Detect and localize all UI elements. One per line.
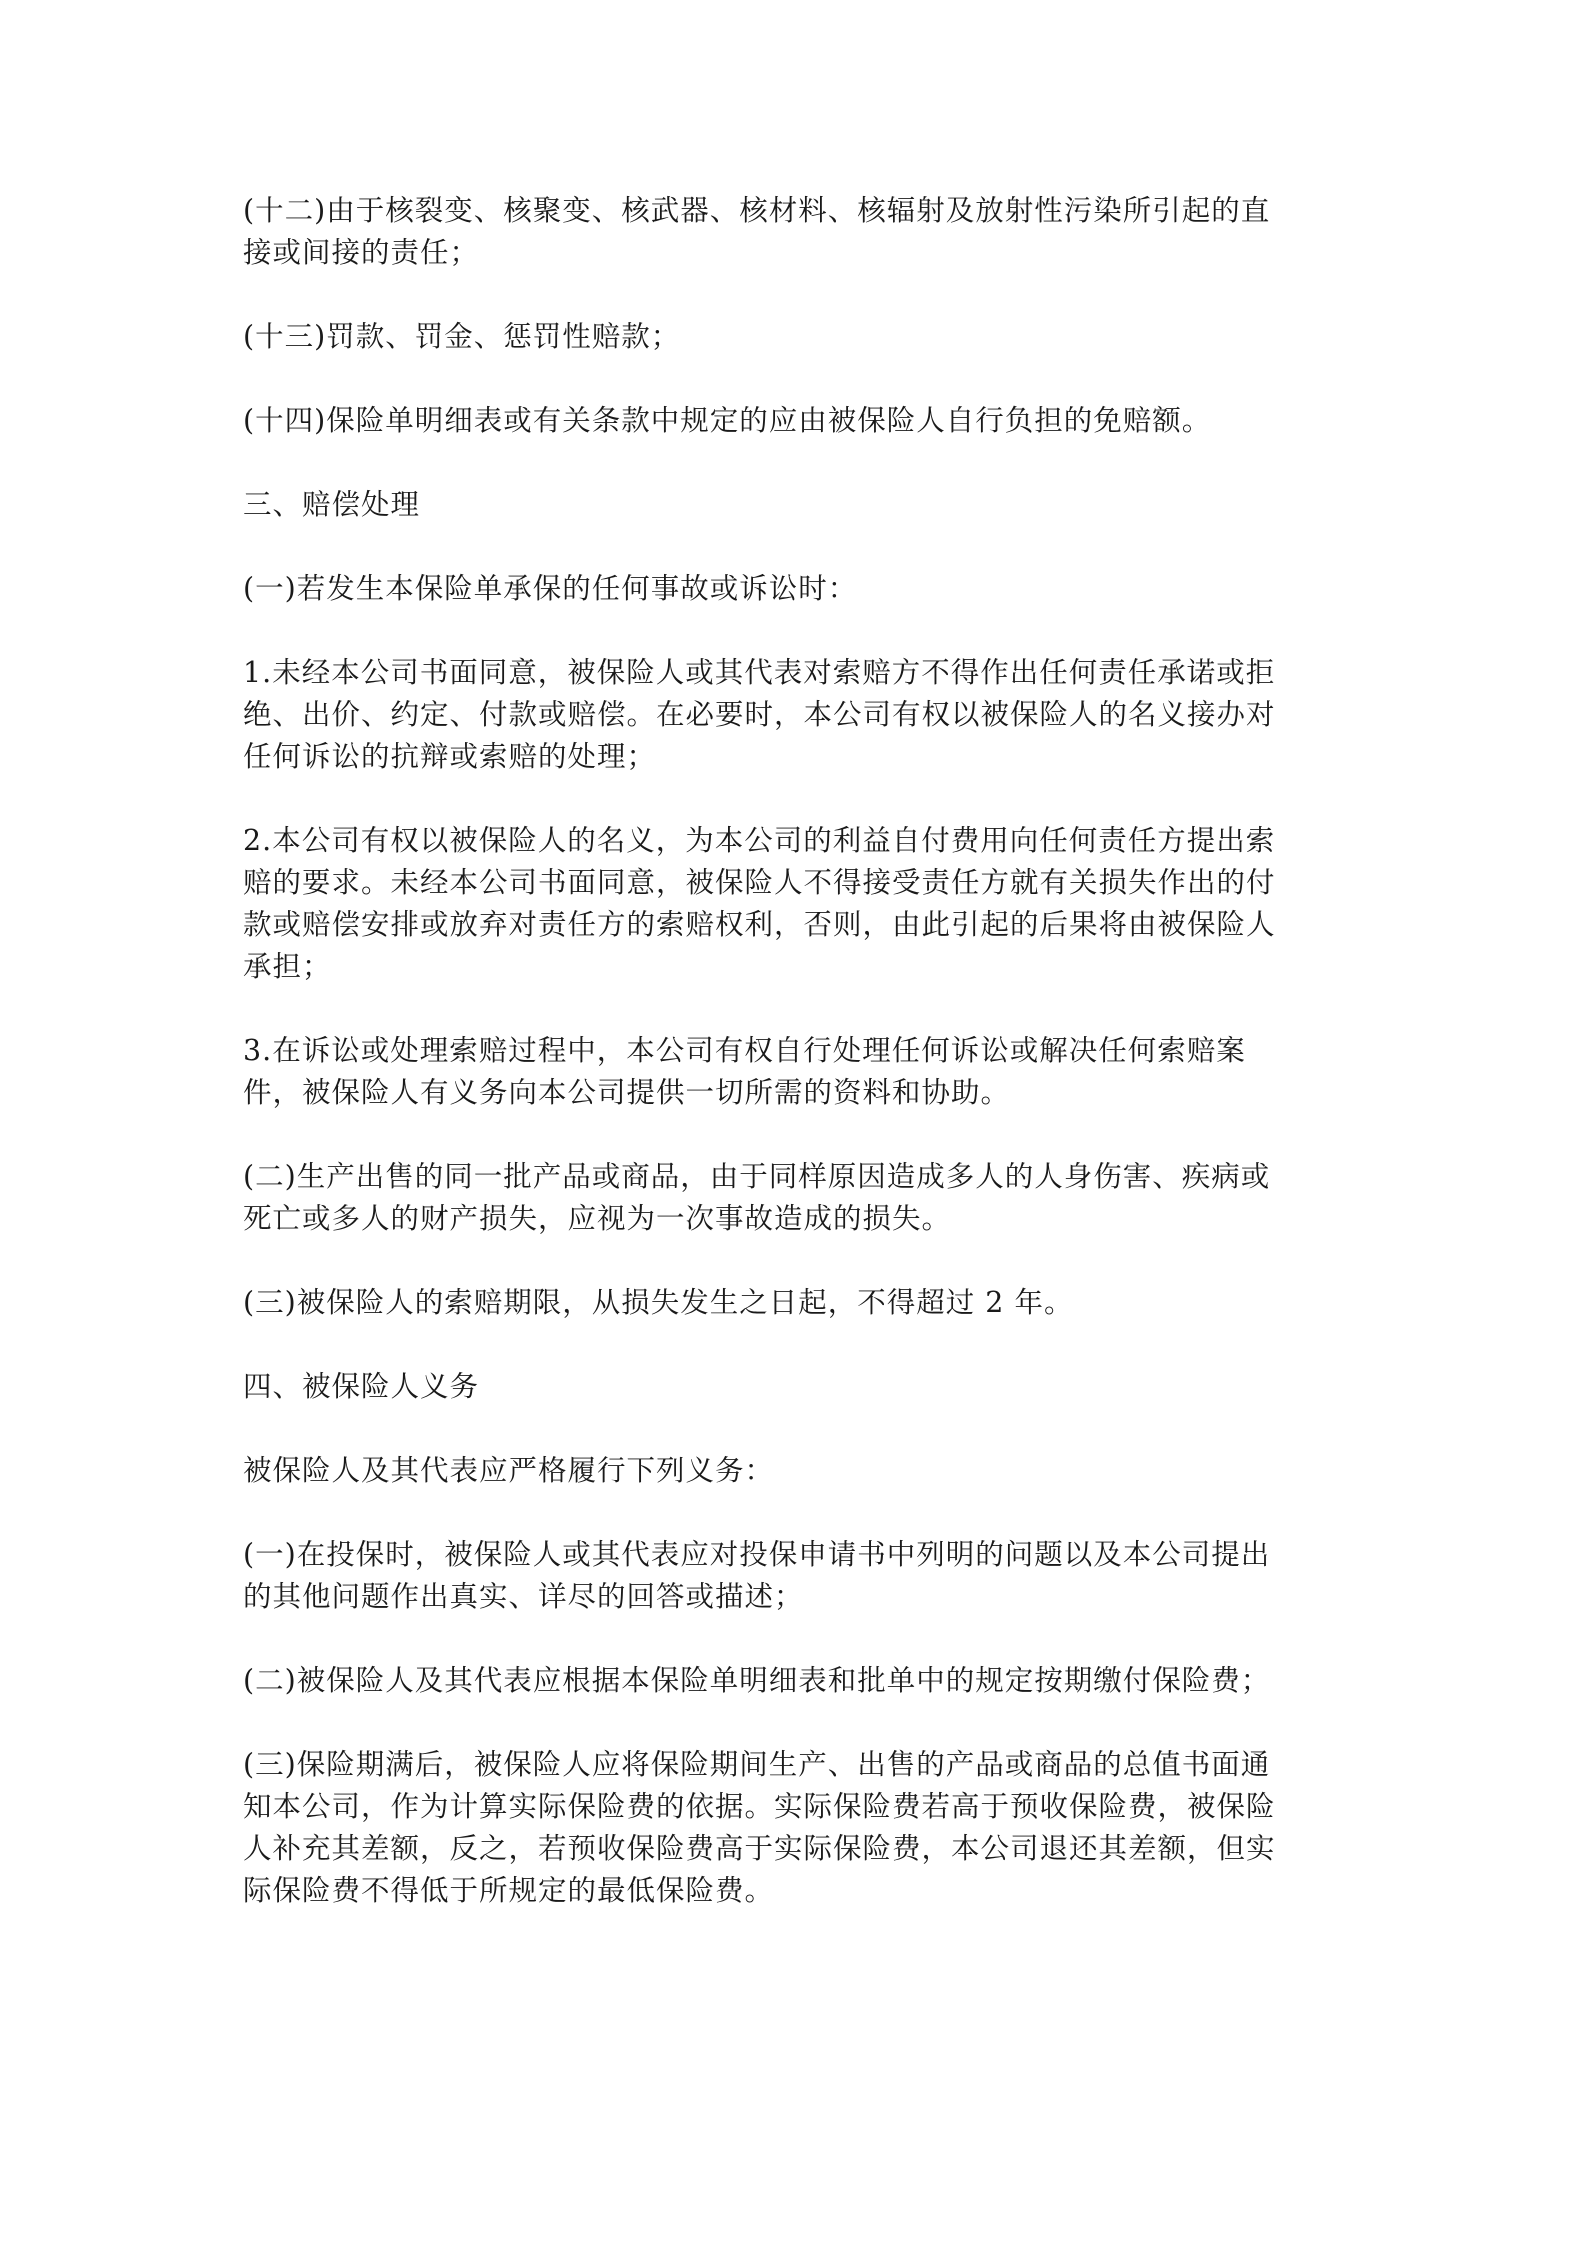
text-line: (十二)由于核裂变、核聚变、核武器、核材料、核辐射及放射性污染所引起的直 — [243, 194, 1271, 227]
text-line: 任何诉讼的抗辩或索赔的处理； — [243, 740, 657, 773]
text-line: 知本公司，作为计算实际保险费的依据。实际保险费若高于预收保险费，被保险 — [243, 1790, 1276, 1823]
text-line: 际保险费不得低于所规定的最低保险费。 — [243, 1874, 775, 1907]
paragraph — [243, 1366, 1353, 1408]
text-line: (十四)保险单明细表或有关条款中规定的应由被保险人自行负担的免赔额。 — [243, 404, 1212, 437]
text-line: 绝、出价、约定、付款或赔偿。在必要时，本公司有权以被保险人的名义接办对 — [243, 698, 1276, 731]
text-line: (一)若发生本保险单承保的任何事故或诉讼时： — [243, 572, 858, 605]
paragraph — [243, 568, 1353, 610]
text-line: 3.在诉讼或处理索赔过程中，本公司有权自行处理任何诉讼或解决任何索赔案 — [243, 1034, 1246, 1067]
paragraph — [243, 1744, 1353, 1912]
text-line: (二)被保险人及其代表应根据本保险单明细表和批单中的规定按期缴付保险费； — [243, 1664, 1271, 1697]
text-line: (一)在投保时，被保险人或其代表应对投保申请书中列明的问题以及本公司提出 — [243, 1538, 1271, 1571]
paragraph — [243, 400, 1353, 442]
paragraph — [243, 1030, 1353, 1114]
paragraph — [243, 1282, 1353, 1324]
text-line: 款或赔偿安排或放弃对责任方的索赔权利，否则，由此引起的后果将由被保险人 — [243, 908, 1276, 941]
text-line: 承担； — [243, 950, 332, 983]
paragraph — [243, 1450, 1353, 1492]
document-body — [243, 190, 1353, 1954]
text-line: (二)生产出售的同一批产品或商品，由于同样原因造成多人的人身伤害、疾病或 — [243, 1160, 1271, 1193]
text-line: (十三)罚款、罚金、惩罚性赔款； — [243, 320, 681, 353]
text-line: (三)保险期满后，被保险人应将保险期间生产、出售的产品或商品的总值书面通 — [243, 1748, 1271, 1781]
text-line: 1.未经本公司书面同意，被保险人或其代表对索赔方不得作出任何责任承诺或拒 — [243, 656, 1276, 689]
text-line: 被保险人及其代表应严格履行下列义务： — [243, 1454, 775, 1487]
paragraph — [243, 1534, 1353, 1618]
paragraph — [243, 820, 1353, 988]
paragraph — [243, 1660, 1353, 1702]
text-line: 死亡或多人的财产损失，应视为一次事故造成的损失。 — [243, 1202, 952, 1235]
text-line: 四、被保险人义务 — [243, 1370, 480, 1403]
text-line: 接或间接的责任； — [243, 236, 480, 269]
text-line: 的其他问题作出真实、详尽的回答或描述； — [243, 1580, 804, 1613]
text-line: (三)被保险人的索赔期限，从损失发生之日起，不得超过 2 年。 — [243, 1286, 1074, 1319]
text-line: 三、赔偿处理 — [243, 488, 421, 521]
paragraph — [243, 1156, 1353, 1240]
paragraph — [243, 484, 1353, 526]
text-line: 件，被保险人有义务向本公司提供一切所需的资料和协助。 — [243, 1076, 1011, 1109]
paragraph — [243, 190, 1353, 274]
text-line: 2.本公司有权以被保险人的名义，为本公司的利益自付费用向任何责任方提出索 — [243, 824, 1276, 857]
text-line: 赔的要求。未经本公司书面同意，被保险人不得接受责任方就有关损失作出的付 — [243, 866, 1276, 899]
paragraph — [243, 652, 1353, 778]
text-line: 人补充其差额，反之，若预收保险费高于实际保险费，本公司退还其差额，但实 — [243, 1832, 1276, 1865]
paragraph — [243, 316, 1353, 358]
